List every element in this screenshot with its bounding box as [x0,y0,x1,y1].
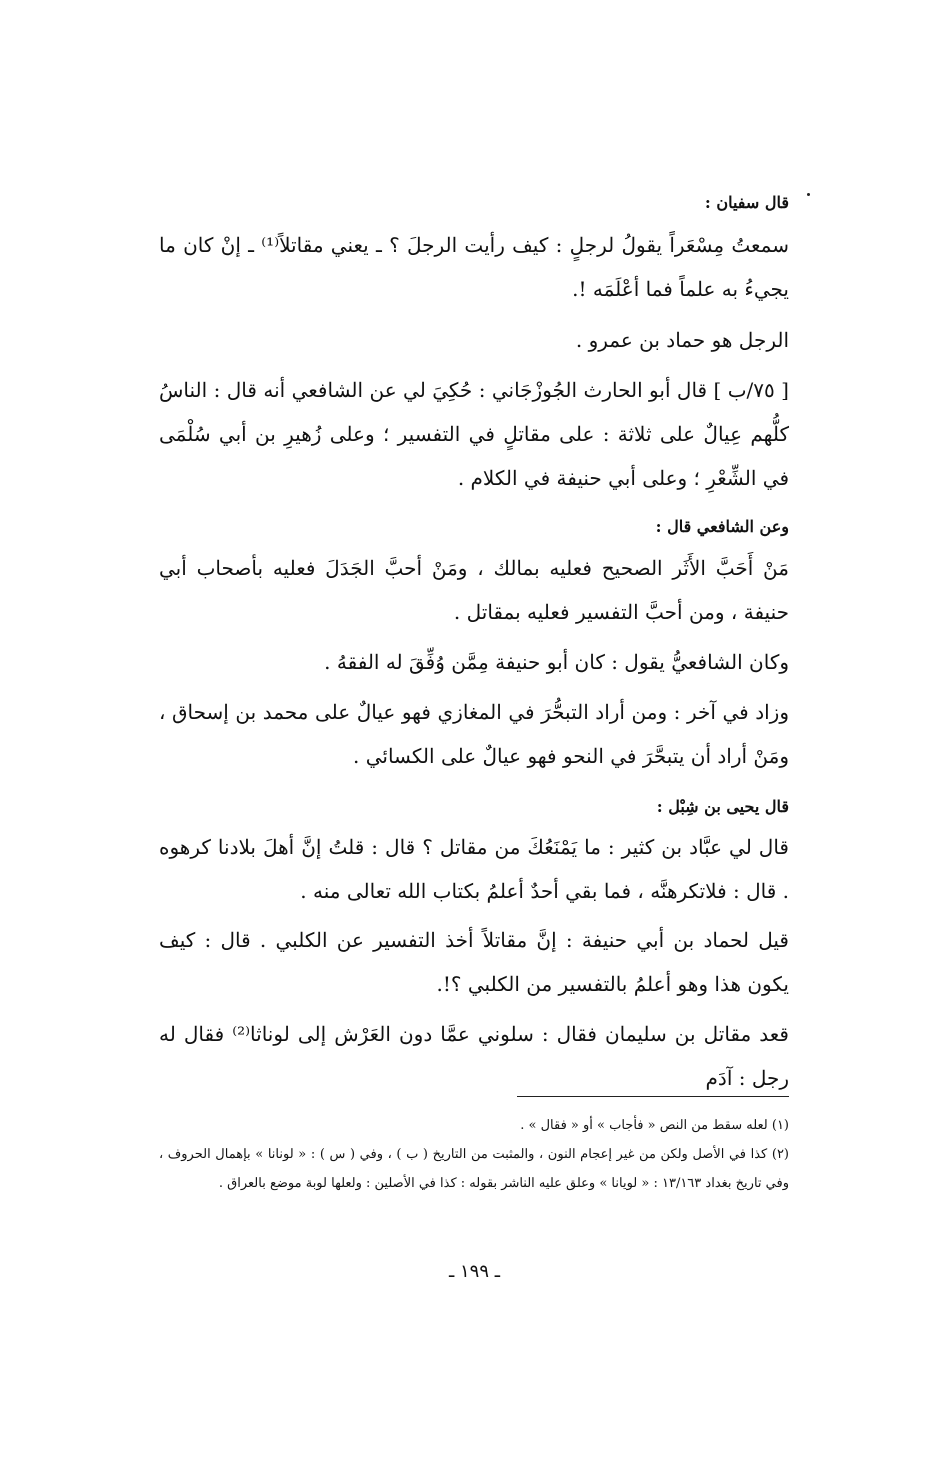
heading-yahya: قال يحيى بن شِبْل : [656,797,789,816]
paragraph-shafii-kana: وكان الشافعيُّ يقول : كان أبو حنيفة مِمَّن وُفِّقَ له الفقهُ . [324,650,789,674]
footnote-separator [517,1096,789,1097]
paragraph-rajul: الرجل هو حماد بن عمرو . [575,328,789,352]
paragraph-shafii-said: مَنْ أَحَبَّ الأَثَر الصحيح فعليه بمالك ، ومَنْ أحبَّ الجَدَلَ فعليه بأصحاب أبي حنيفة ، ومن أحبَّ التفسير فعليه بمقاتل . [159,556,789,624]
paragraph-zad: وزاد في آخر : ومن أراد التبحُّرَ في المغازي فهو عيالٌ على محمد بن إسحاق ، ومَنْ أراد أن يتبحَّرَ في النحو فهو عيالٌ على الكسائي . [159,700,789,768]
page-number: ـ ١٩٩ ـ [448,1261,500,1282]
paragraph-qaad: قعد مقاتل بن سليمان فقال : سلوني عمَّا دون العَرْش إلى لوناثا⁽²⁾ فقال له رجل : آدَم [159,1022,789,1090]
footnote-1: (١) لعله سقط من النص « فأجاب » أو « فقال » . [520,1118,789,1133]
heading-sufyan: قال سفيان : [704,193,789,212]
heading-shafii: وعن الشافعي قال : [655,517,789,536]
paragraph-sufyan: سمعتُ مِسْعَراً يقولُ لرجلٍ : كيف رأيت الرجلَ ؟ ـ يعني مقاتلاً⁽¹⁾ ـ إنْ كان ما يجيءُ به علماً فما أعْلَمَه !. [159,233,789,301]
speck-mark [807,193,810,196]
paragraph-hammad: قيل لحماد بن أبي حنيفة : إنَّ مقاتلاً أخذ التفسير عن الكلبي . قال : كيف يكون هذا وهو أعلمُ بالتفسير من الكلبي ؟!. [159,928,789,996]
paragraph-shafii-intro: [ ٧٥/ب ] قال أبو الحارث الجُوزْجَاني : حُكِيَ لي عن الشافعي أنه قال : الناسُ كلُّهم عِيالٌ على ثلاثة : على مقاتلٍ في التفسير ؛ وعلى زُهيرِ بن أبي سُلْمَى في الشِّعْرِ ؛ وعلى أبي حنيفة في الكلام . [159,378,789,490]
footnote-2: (٢) كذا في الأصل ولكن من غير إعجام النون ، والمثبت من التاريخ ( ب ) ، وفي ( س ) : « لونانا » بإهمال الحروف ، وفي تاريخ بغداد ١٣/١٦٣ : « لويانا » وعلق عليه الناشر بقوله : كذا في الأصلين : ولعلها لوبة موضع بالعراق . [159,1147,789,1191]
paragraph-abbad: قال لي عبَّاد بن كثير : ما يَمْنَعُكَ من مقاتل ؟ قال : قلتُ إنَّ أهلَ بلادنا كرهوه . قال : فلاتكرهنَّه ، فما بقي أحدٌ أعلمُ بكتاب الله تعالى منه . [159,835,789,903]
